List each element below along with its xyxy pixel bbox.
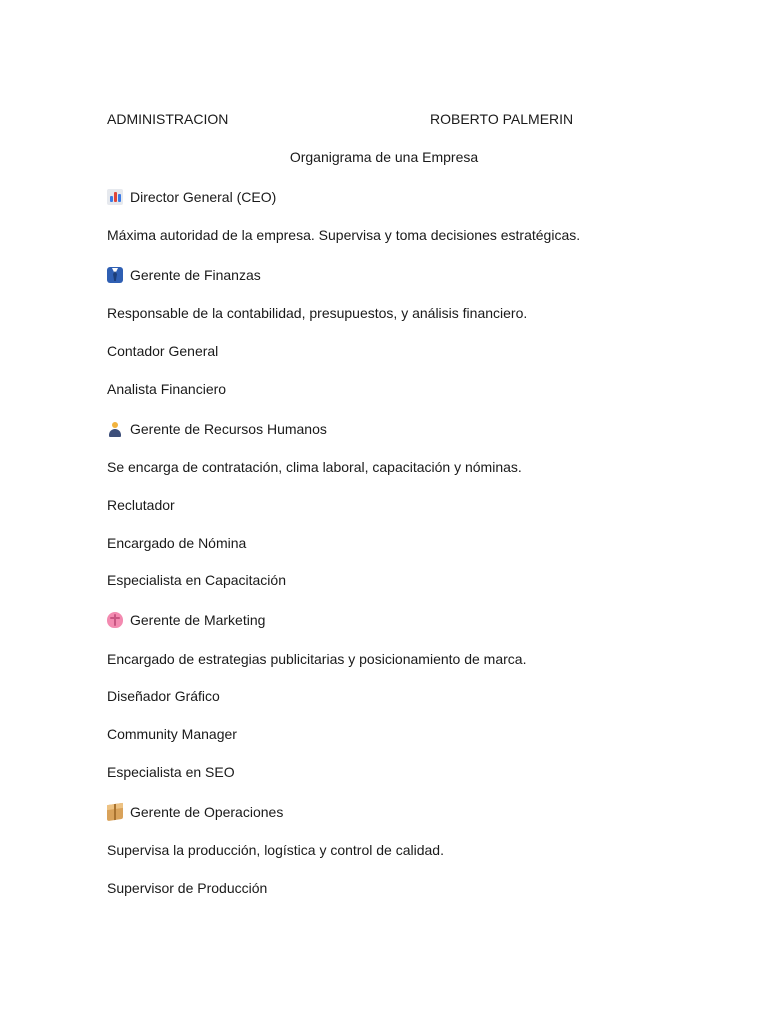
role-item: Analista Financiero xyxy=(107,381,227,397)
person-icon xyxy=(107,421,123,437)
role-item: Supervisor de Producción xyxy=(107,880,268,896)
section-description-finanzas: Responsable de la contabilidad, presupuestos, y análisis financiero. xyxy=(107,305,528,321)
section-heading-label: Gerente de Finanzas xyxy=(130,267,261,283)
header-department: ADMINISTRACION xyxy=(107,111,229,127)
bar-chart-icon xyxy=(107,189,123,205)
section-heading-label: Gerente de Recursos Humanos xyxy=(130,421,327,437)
brain-icon xyxy=(107,612,123,628)
section-heading-operaciones xyxy=(107,803,283,821)
section-heading-finanzas xyxy=(107,266,261,284)
section-description-operaciones: Supervisa la producción, logística y control de calidad. xyxy=(107,842,444,858)
section-heading-ceo xyxy=(107,188,276,206)
package-icon xyxy=(107,803,123,821)
role-item: Especialista en SEO xyxy=(107,764,235,780)
section-description-ceo: Máxima autoridad de la empresa. Supervisa y toma decisiones estratégicas. xyxy=(107,227,581,243)
role-item: Especialista en Capacitación xyxy=(107,572,286,588)
section-heading-label: Director General (CEO) xyxy=(130,189,277,205)
necktie-icon xyxy=(107,267,123,283)
section-description-marketing: Encargado de estrategias publicitarias y posicionamiento de marca. xyxy=(107,651,527,667)
role-item: Contador General xyxy=(107,343,219,359)
role-item: Encargado de Nómina xyxy=(107,535,247,551)
role-item: Community Manager xyxy=(107,726,237,742)
section-heading-marketing xyxy=(107,611,265,629)
page-title: Organigrama de una Empresa xyxy=(289,149,479,165)
section-heading-label: Gerente de Operaciones xyxy=(130,804,284,820)
role-item: Diseñador Gráfico xyxy=(107,688,220,704)
section-heading-label: Gerente de Marketing xyxy=(130,612,266,628)
header-author: ROBERTO PALMERIN xyxy=(430,111,574,127)
section-description-rrhh: Se encarga de contratación, clima laboral, capacitación y nóminas. xyxy=(107,459,522,475)
section-heading-rrhh xyxy=(107,420,327,438)
role-item: Reclutador xyxy=(107,497,175,513)
